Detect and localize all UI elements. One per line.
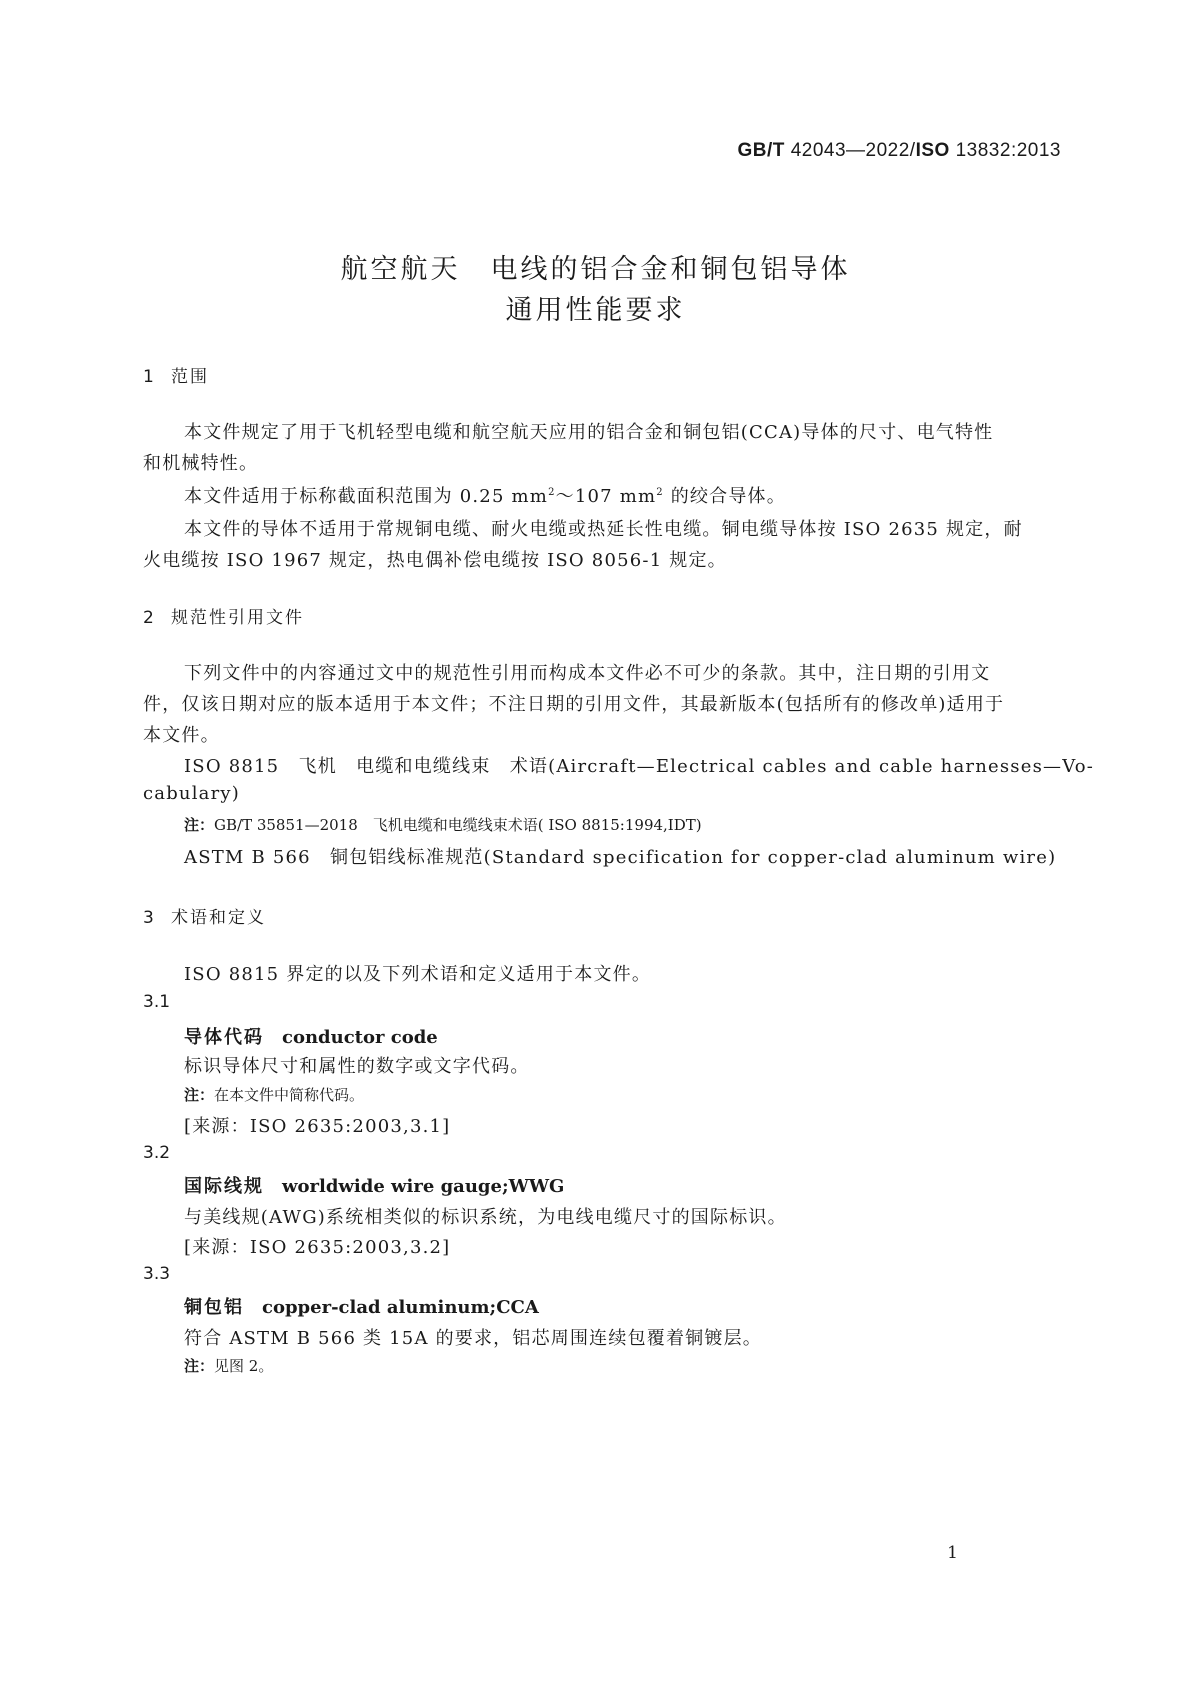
note-text: 见图 2。 <box>214 1357 274 1375</box>
paragraph-line: 和机械特性。 <box>143 453 259 474</box>
section-number: 2 <box>143 608 154 628</box>
std-code-iso-number: 13832:2013 <box>949 140 1061 161</box>
note-label: 注： <box>184 1357 215 1375</box>
paragraph-part: 本文件适用于标称截面积范围为 0.25 mm <box>184 486 549 507</box>
term-definition: 标识导体尺寸和属性的数字或文字代码。 <box>184 1056 530 1077</box>
document-title-line2: 通用性能要求 <box>505 295 686 326</box>
reference-iso-8815-cont: cabulary) <box>143 783 241 804</box>
section-title: 规范性引用文件 <box>171 608 304 628</box>
paragraph-line: 件，仅该日期对应的版本适用于本文件；不注日期的引用文件，其最新版本(包括所有的修改单)适用于 <box>143 694 1005 715</box>
note-text: GB/T 35851—2018 飞机电缆和电缆线束术语( ISO 8815:1994,IDT) <box>214 816 702 834</box>
term-entry <box>184 1023 438 1049</box>
term-definition: 与美线规(AWG)系统相类似的标识系统，为电线电缆尺寸的国际标识。 <box>184 1207 787 1228</box>
document-title-line1: 航空航天 电线的铝合金和铜包铝导体 <box>340 254 851 285</box>
paragraph-line: 本文件的导体不适用于常规铜电缆、耐火电缆或热延长性电缆。铜电缆导体按 ISO 2635 规定，耐 <box>184 519 1023 540</box>
paragraph-line: 下列文件中的内容通过文中的规范性引用而构成本文件必不可少的条款。其中，注日期的引用文 <box>184 663 991 684</box>
paragraph-line: 本文件。 <box>143 725 220 746</box>
superscript: 2 <box>548 487 556 498</box>
superscript: 2 <box>656 487 664 498</box>
note <box>184 814 702 835</box>
term-en: worldwide wire gauge;WWG <box>282 1176 565 1197</box>
term-definition: 符合 ASTM B 566 类 15A 的要求，铝芯周围连续包覆着铜镀层。 <box>184 1328 762 1349</box>
note <box>184 1355 273 1376</box>
note-label: 注： <box>184 1086 215 1104</box>
paragraph-line: 本文件规定了用于飞机轻型电缆和航空航天应用的铝合金和铜包铝(CCA)导体的尺寸、电气特性 <box>184 422 994 443</box>
clause-number: 3.3 <box>143 1264 171 1284</box>
term-zh: 国际线规 <box>184 1176 264 1197</box>
term-zh: 导体代码 <box>184 1027 264 1048</box>
section-title: 范围 <box>171 367 209 387</box>
section-number: 3 <box>143 908 154 928</box>
std-code-number: 42043—2022/ <box>784 140 916 161</box>
reference-astm-b566: ASTM B 566 铜包铝线标准规范(Standard specification for copper-clad aluminum wire) <box>184 847 1057 868</box>
section-number: 1 <box>143 367 154 387</box>
section-heading-normative-references <box>143 603 304 628</box>
note-text: 在本文件中简称代码。 <box>214 1086 365 1104</box>
page-number: 1 <box>947 1543 958 1563</box>
paragraph-scope-range <box>184 482 786 508</box>
section-title: 术语和定义 <box>171 908 266 928</box>
term-entry <box>184 1172 564 1198</box>
term-zh: 铜包铝 <box>184 1297 244 1318</box>
term-entry <box>184 1293 539 1319</box>
note-label: 注： <box>184 816 215 834</box>
term-en: copper-clad aluminum;CCA <box>262 1297 539 1318</box>
standard-code <box>738 140 1061 162</box>
clause-number: 3.1 <box>143 992 171 1012</box>
paragraph-part: ～107 mm <box>555 486 657 507</box>
term-source: [来源：ISO 2635:2003,3.2] <box>184 1237 451 1258</box>
std-code-iso: ISO <box>915 140 950 161</box>
reference-iso-8815: ISO 8815 飞机 电缆和电缆线束 术语(Aircraft—Electrical cables and cable harnesses—Vo- <box>184 756 1095 777</box>
paragraph-line: 火电缆按 ISO 1967 规定，热电偶补偿电缆按 ISO 8056-1 规定。 <box>143 550 727 571</box>
term-source: [来源：ISO 2635:2003,3.1] <box>184 1116 451 1137</box>
term-en: conductor code <box>282 1027 438 1048</box>
section-heading-scope <box>143 362 209 387</box>
std-code-gbt: GB/T <box>737 140 785 161</box>
note <box>184 1084 364 1105</box>
clause-number: 3.2 <box>143 1143 171 1163</box>
paragraph-part: 的绞合导体。 <box>663 486 786 507</box>
section-heading-terms <box>143 903 266 928</box>
paragraph-line: ISO 8815 界定的以及下列术语和定义适用于本文件。 <box>184 964 652 985</box>
